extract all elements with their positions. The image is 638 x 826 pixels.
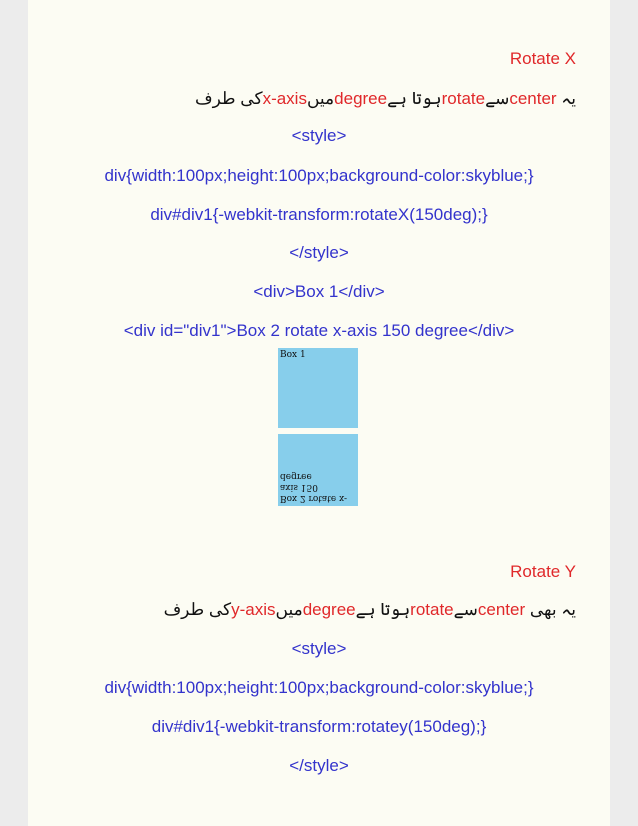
- term-x-axis: x-axis: [262, 89, 307, 108]
- urdu-text: سے: [485, 89, 510, 108]
- term-center: center: [509, 89, 557, 108]
- urdu-text: ہوتا ہے: [387, 89, 442, 108]
- urdu-text: ہوتا ہے: [355, 600, 411, 619]
- term-degree: degree: [334, 89, 388, 108]
- code-line: </style>: [289, 243, 349, 262]
- code-line: div{width:100px;height:100px;background-color:skyblue;}: [104, 678, 534, 697]
- term-y-axis: y-axis: [231, 600, 276, 619]
- box-2-rotated: [278, 434, 358, 506]
- rotate-y-description: [164, 599, 576, 621]
- term-rotate: rotate: [441, 89, 486, 108]
- term-center: center: [477, 600, 526, 619]
- rotate-x-heading: Rotate X: [509, 49, 576, 68]
- urdu-text: میں: [275, 600, 303, 619]
- code-line: <div id="div1">Box 2 rotate x-axis 150 degree</div>: [123, 321, 515, 340]
- urdu-text: میں: [306, 89, 335, 108]
- term-rotate: rotate: [410, 600, 454, 619]
- document-page: [28, 0, 610, 826]
- code-line: <div>Box 1</div>: [253, 282, 385, 301]
- code-line: </style>: [289, 756, 349, 775]
- urdu-text: یہ بھی: [525, 600, 576, 619]
- code-line: <style>: [291, 639, 347, 658]
- box-2-label: Box 2 rotate x- axis 150 degree: [280, 471, 348, 503]
- box-1: [278, 348, 358, 428]
- code-line: <style>: [291, 126, 347, 145]
- term-degree: degree: [302, 600, 356, 619]
- code-line: div#div1{-webkit-transform:rotateX(150deg);}: [150, 205, 488, 224]
- urdu-text: یہ: [556, 89, 576, 108]
- urdu-text: کی طرف: [195, 89, 263, 108]
- urdu-text: سے: [453, 600, 478, 619]
- urdu-text: کی طرف: [163, 600, 232, 619]
- rotate-x-description: [195, 88, 576, 110]
- code-line: div{width:100px;height:100px;background-color:skyblue;}: [104, 166, 534, 185]
- code-line: div#div1{-webkit-transform:rotatey(150deg);}: [151, 717, 487, 736]
- rotate-y-heading: Rotate Y: [510, 562, 576, 581]
- box-1-label: Box 1: [280, 350, 306, 360]
